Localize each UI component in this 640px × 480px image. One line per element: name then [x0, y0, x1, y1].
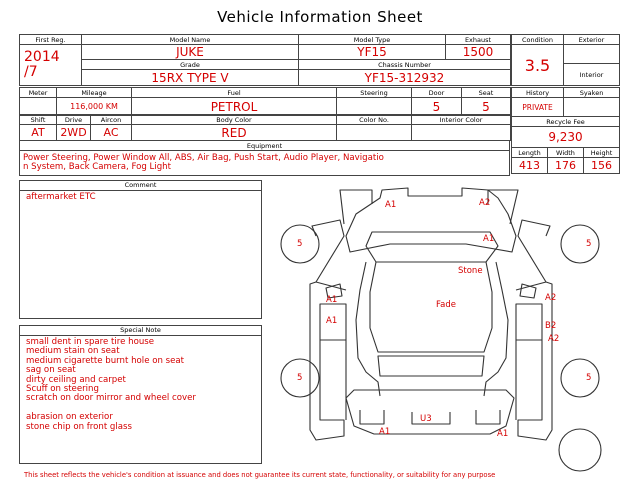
- aircon-value: AC: [91, 125, 132, 141]
- length-value: 413: [512, 158, 548, 174]
- footer-disclaimer: This sheet reflects the vehicle's condition at issuance and does not guarantee its current state, functionality, or suitability for any purpose: [24, 471, 496, 479]
- interior-label: Interior: [564, 64, 620, 86]
- tire-front-left-label: 5: [297, 239, 303, 249]
- body-color-value: RED: [132, 125, 337, 141]
- exhaust-label: Exhaust: [446, 35, 511, 45]
- mileage-label: Mileage: [57, 88, 132, 98]
- syaken-label: Syaken: [564, 88, 620, 98]
- meter-label: Meter: [20, 88, 57, 98]
- mark-a1-left-rear: A1: [326, 316, 338, 326]
- first-reg-month: /7: [24, 64, 38, 80]
- aircon-label: Aircon: [91, 115, 132, 125]
- height-value: 156: [584, 158, 620, 174]
- shift-value: AT: [20, 125, 57, 141]
- mark-a2-right-rear: A2: [548, 334, 560, 344]
- height-label: Height: [584, 148, 620, 158]
- model-name-label: Model Name: [82, 35, 299, 45]
- model-name-value: JUKE: [82, 45, 299, 60]
- tire-rear-left-label: 5: [297, 373, 303, 383]
- grade-label: Grade: [82, 60, 299, 70]
- car-windshield: [366, 232, 498, 262]
- recycle-fee-label: Recycle Fee: [512, 117, 620, 127]
- drive-label: Drive: [57, 115, 91, 125]
- mark-a2-right-front: A2: [545, 293, 557, 303]
- grade-value: 15RX TYPE V: [82, 70, 299, 86]
- car-rear-window: [378, 356, 484, 376]
- history-value: PRIVATE: [512, 98, 564, 117]
- drive-value: 2WD: [57, 125, 91, 141]
- mark-u3-rear: U3: [420, 414, 432, 424]
- door-value: 5: [412, 98, 462, 116]
- width-value: 176: [548, 158, 584, 174]
- note-line: medium cigarette burnt hole on seat: [26, 355, 185, 366]
- equipment-line-2: n System, Back Camera, Fog Light: [23, 162, 171, 172]
- model-type-value: YF15: [299, 45, 446, 60]
- chassis-number-label: Chassis Number: [299, 60, 511, 70]
- exhaust-value: 1500: [446, 45, 511, 60]
- seat-label: Seat: [462, 88, 511, 98]
- mark-b2-right: B2: [545, 321, 557, 331]
- car-right-mirror: [520, 284, 536, 298]
- condition-label: Condition: [512, 35, 564, 45]
- model-type-label: Model Type: [299, 35, 446, 45]
- tire-rear-right-label: 5: [586, 373, 592, 383]
- first-reg-year: 2014: [24, 49, 60, 65]
- note-line: stone chip on front glass: [26, 421, 132, 432]
- note-line: small dent in spare tire house: [26, 337, 155, 347]
- exterior-label: Exterior: [564, 35, 620, 45]
- spare-tire: [559, 429, 601, 471]
- fuel-value: PETROL: [132, 98, 337, 116]
- first-reg-label: First Reg.: [20, 35, 82, 45]
- shift-label: Shift: [20, 115, 57, 125]
- equipment-line-1: Power Steering, Power Window All, ABS, Air Bag, Push Start, Audio Player, Navigatio: [23, 153, 384, 163]
- mark-a1-top: A1: [385, 200, 397, 210]
- length-label: Length: [512, 148, 548, 158]
- equipment-label: Equipment: [20, 141, 510, 151]
- mark-a1-bottom-right: A1: [497, 429, 509, 439]
- mark-a1-front-glass: A1: [483, 234, 495, 244]
- interior-color-label: Interior Color: [412, 115, 511, 125]
- special-note-label: Special Note: [20, 326, 261, 336]
- car-outline-rear: [346, 390, 514, 434]
- fuel-label: Fuel: [132, 88, 337, 98]
- mark-a1-bottom-left: A1: [379, 427, 391, 437]
- recycle-fee-value: 9,230: [512, 127, 620, 148]
- seat-value: 5: [462, 98, 511, 116]
- tire-rear-right: [561, 359, 599, 397]
- condition-value: 3.5: [512, 45, 564, 86]
- car-outline-left-side: [310, 220, 346, 440]
- mark-stone: Stone: [458, 266, 483, 276]
- comment-label: Comment: [20, 181, 261, 191]
- note-line: dirty ceiling and carpet: [26, 374, 126, 385]
- mark-a2-top: A2: [479, 198, 491, 208]
- door-label: Door: [412, 88, 462, 98]
- mileage-value: 116,000 KM: [57, 98, 132, 116]
- note-line: sag on seat: [26, 365, 76, 376]
- comment-text: aftermarket ETC: [26, 192, 96, 202]
- width-label: Width: [548, 148, 584, 158]
- mark-fade: Fade: [436, 300, 456, 310]
- note-line: Scuff on steering: [26, 384, 99, 395]
- mark-a1-left-front: A1: [326, 295, 338, 305]
- chassis-number-value: YF15-312932: [299, 70, 511, 86]
- body-color-label: Body Color: [132, 115, 337, 125]
- tire-front-right-label: 5: [586, 239, 592, 249]
- color-no-label: Color No.: [337, 115, 412, 125]
- page-title: Vehicle Information Sheet: [217, 8, 423, 26]
- note-line: medium stain on seat: [26, 346, 120, 357]
- note-line: scratch on door mirror and wheel cover: [26, 393, 196, 404]
- history-label: History: [512, 88, 564, 98]
- steering-label: Steering: [337, 88, 412, 98]
- tire-front-right: [561, 225, 599, 263]
- note-line: abrasion on exterior: [26, 412, 113, 423]
